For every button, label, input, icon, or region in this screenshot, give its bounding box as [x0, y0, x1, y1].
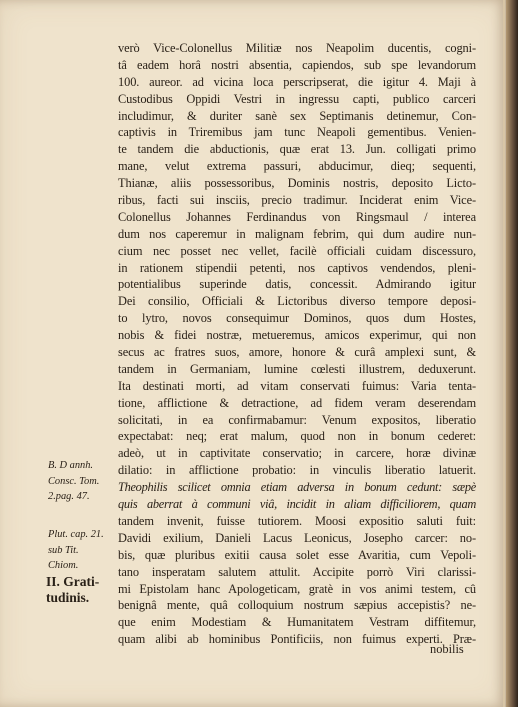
text-line: Custodibus Oppidi Vestri in ingressu capti, publico carceri: [118, 91, 476, 106]
text-line: to lytro, novos consequimur Dominos, quos dum Hostes,: [118, 311, 476, 326]
text-line: benignâ mente, quâ colloquium nostrum sæpius accepistis? ne-: [118, 598, 476, 613]
text-line: tandem in Germaniam, lumine cœlesti illustrem, deduxerunt.: [118, 361, 476, 376]
text-line: tano insperatam salutem attulit. Accipite porrò Viri clarissi-: [118, 564, 476, 579]
text-line: potentialibus superinde datis, concessit. Admirando igitur: [118, 277, 476, 292]
margin-heading-line: II. Grati-: [46, 574, 100, 589]
text-line: tâ eadem horâ nostri absentia, capiendos, sub spe levandorum: [118, 57, 476, 72]
page-edge: [503, 0, 505, 707]
main-text-block: [118, 40, 476, 648]
text-line: Colonellus Johannes Ferdinandus von Ringsmaul / interea: [118, 209, 476, 224]
text-line: captivis in Triremibus jam tunc Neapoli gementibus. Venien-: [118, 125, 476, 140]
margin-note-line: sub Tit.: [48, 544, 79, 556]
margin-note-line: Consc. Tom.: [48, 475, 100, 487]
text-line: quam alibi ab hominibus Pontificiis, non fuimus experti. Præ-: [118, 632, 476, 647]
text-line: te tandem die abductionis, quæ erat 13. Jun. colligati primo: [118, 142, 476, 157]
text-line: expectabat: neq; erat malum, quod non in bonum cederet:: [118, 429, 476, 444]
text-line: secus ac fratres suos, amore, honore & curâ amplexi sunt, &: [118, 345, 476, 360]
text-line: dum nos caperemur in malignam febrim, qui dum audire nun-: [118, 226, 476, 241]
text-line: in rationem stipendii petenti, nos captivos vendendos, pleni-: [118, 260, 476, 275]
book-gutter: [506, 0, 518, 707]
text-line: includimur, & duriter sanè sex Septimanis detinemur, Con-: [118, 108, 476, 123]
text-line: tione, afflictione & detractione, ad fidem veram deserendam: [118, 395, 476, 410]
margin-note-line: 2.pag. 47.: [48, 491, 90, 502]
margin-note-line: Plut. cap. 21.: [48, 529, 104, 540]
text-line: cium nec posset nec vellet, facilè officiali cuidam discessuro,: [118, 243, 476, 258]
text-line: Thianæ, aliis possessoribus, Dominis nostris, deposito Licto-: [118, 176, 476, 191]
margin-note-plutarch: [48, 527, 104, 574]
text-line: ribus, facti sui insciis, precio tradimur. Inciderat enim Vice-: [118, 193, 476, 208]
text-line: nobis & fidei nostræ, metueremus, amicos experimur, qui non: [118, 328, 476, 343]
text-line: 100. aureor. ad vicina loca perscripserat, die igitur 4. Maji à: [118, 74, 476, 89]
text-line: Ita destinati morti, ad vitam conservati fuimus: Varia tenta-: [118, 378, 476, 393]
text-line: Theophilis scilicet omnia etiam adversa in bonum cedunt: sæpè: [118, 480, 476, 495]
text-line: Dei consilio, Officiali & Lictoribus diverso tempore deposi-: [118, 294, 476, 309]
text-line: Davidi exilium, Danieli Lacus Leonicus, Josepho carcer: no-: [118, 530, 476, 545]
text-line: dilatio: in afflictione probatio: in vinculis liberatio latuerit.: [118, 463, 476, 478]
text-line: que enim Modestiam & Humanitatem Vestram diffitemur,: [118, 615, 476, 630]
margin-heading-line: tudinis.: [46, 590, 90, 605]
margin-note-reference: [48, 458, 99, 505]
text-line: tandem invenit, fuisse tutiorem. Moosi expositio saluti fuit:: [118, 513, 476, 528]
text-line: mi Epistolam hanc Apologeticam, gratè in vos animi testem, cû: [118, 581, 476, 596]
text-line: adeò, ut in captivitate conservatio; in carcere, horæ divinæ: [118, 446, 476, 461]
text-line: quis aberrat à communi viâ, incidit in aliam difficiliorem, quam: [118, 497, 476, 512]
text-line: mane, velut extrema passuri, abducimur, dieq; sequenti,: [118, 159, 476, 174]
text-line: bis, quæ pluribus exitii causa solet esse Avaritia, cum Vepoli-: [118, 547, 476, 562]
margin-note-line: B. D annh.: [48, 460, 94, 471]
margin-note-line: Chiom.: [48, 560, 79, 571]
text-line: solicitati, in ea confirmabamur: Venum expositos, liberatio: [118, 412, 476, 427]
text-line: verò Vice-Colonellus Militiæ nos Neapolim ducentis, cogni-: [118, 41, 476, 55]
margin-heading-gratitude: [46, 574, 99, 606]
catchword: nobilis: [430, 642, 464, 656]
